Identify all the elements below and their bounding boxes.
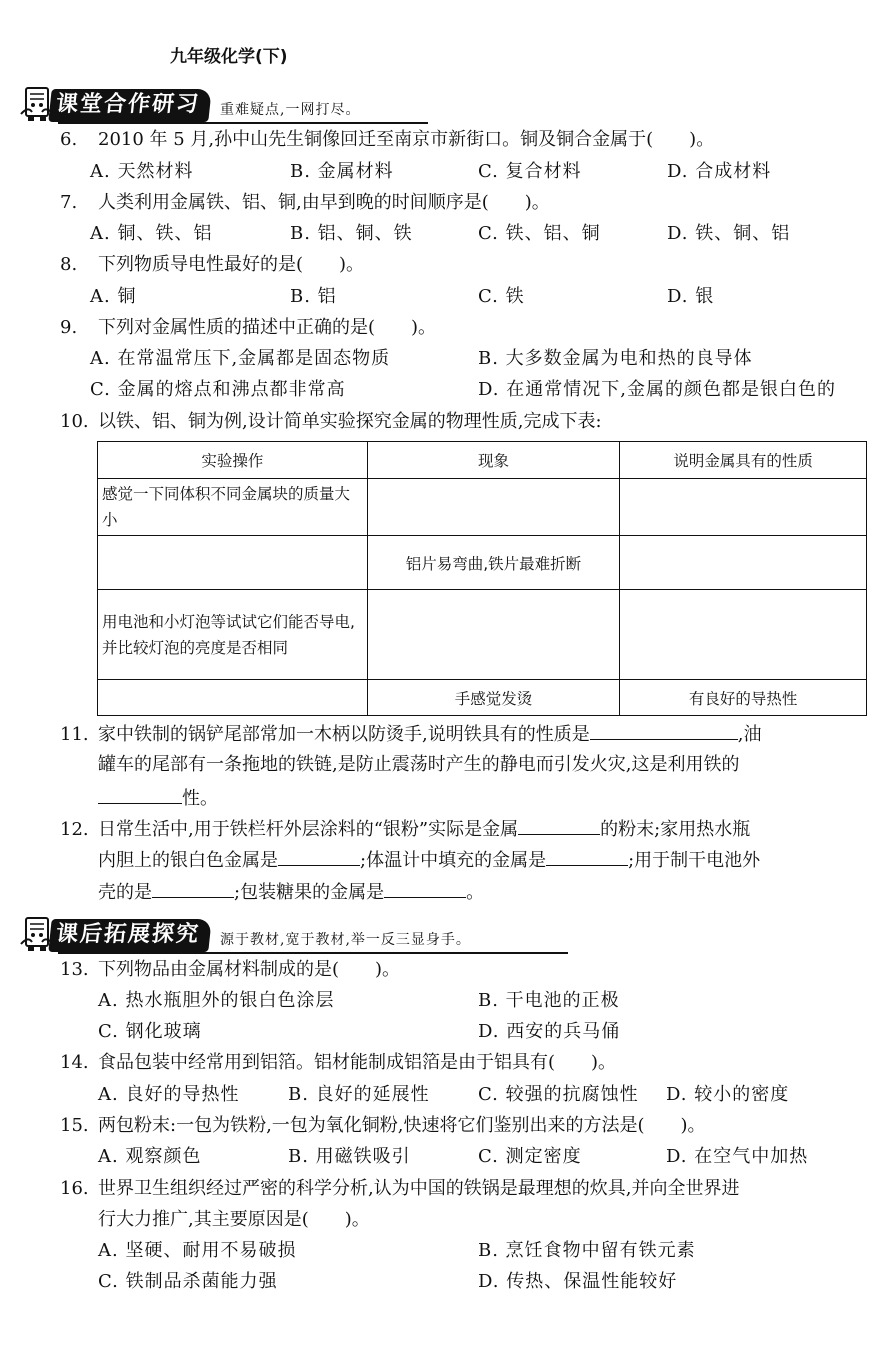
table-cell: 铝片易弯曲,铁片最难折断 (367, 536, 620, 590)
page-header-title: 九年级化学(下) (170, 47, 288, 67)
question-text: 。 (466, 882, 485, 903)
question-number: 10. (60, 411, 89, 432)
question-text: 行大力推广,其主要原因是( )。 (98, 1209, 370, 1230)
section-banner-classroom (18, 82, 360, 122)
question-text: 两包粉末:一包为铁粉,一包为氧化铜粉,快速将它们鉴别出来的方法是( )。 (98, 1115, 706, 1136)
section-subtitle: 源于教材,宽于教材,举一反三显身手。 (220, 932, 471, 948)
answer-blank[interactable] (590, 721, 738, 740)
option-d: D. 在空气中加热 (666, 1146, 809, 1167)
question-text: ;用于制干电池外 (628, 850, 761, 871)
answer-blank[interactable] (546, 847, 628, 866)
question-12-line3 (98, 879, 484, 905)
table-cell-blank[interactable] (98, 536, 368, 590)
question-number: 8. (60, 254, 78, 275)
question-14 (60, 1051, 616, 1075)
question-12 (60, 816, 750, 842)
question-text: 世界卫生组织经过严密的科学分析,认为中国的铁锅是最理想的炊具,并向全世界进 (98, 1178, 740, 1199)
option-c: C. 金属的熔点和沸点都非常高 (90, 379, 346, 400)
option-a: A. 天然材料 (90, 161, 194, 182)
question-number: 14. (60, 1052, 89, 1073)
option-a: A. 观察颜色 (98, 1146, 202, 1167)
answer-blank[interactable] (384, 879, 466, 898)
option-b: B. 金属材料 (290, 161, 394, 182)
option-a: A. 良好的导热性 (98, 1084, 240, 1105)
option-d: D. 较小的密度 (666, 1084, 790, 1105)
option-c: C. 较强的抗腐蚀性 (478, 1084, 639, 1105)
question-text: 壳的是 (98, 882, 152, 903)
table-row (98, 479, 867, 536)
question-text: 性。 (182, 788, 218, 809)
question-text: 下列物品由金属材料制成的是( )。 (98, 959, 401, 980)
question-13 (60, 958, 400, 982)
answer-blank[interactable] (152, 879, 234, 898)
table-cell: 用电池和小灯泡等试试它们能否导电,并比较灯泡的亮度是否相同 (98, 590, 368, 680)
option-c: C. 铁、铝、铜 (478, 223, 601, 244)
answer-blank[interactable] (98, 785, 182, 804)
table-cell-blank[interactable] (620, 590, 867, 680)
question-text: 内胆上的银白色金属是 (98, 850, 278, 871)
question-number: 9. (60, 317, 78, 338)
answer-blank[interactable] (518, 816, 600, 835)
question-text: 家中铁制的锅铲尾部常加一木柄以防烫手,说明铁具有的性质是 (98, 724, 590, 745)
table-cell: 感觉一下同体积不同金属块的质量大小 (98, 479, 368, 536)
question-number: 7. (60, 192, 78, 213)
question-9 (60, 316, 436, 340)
experiment-table (97, 441, 867, 716)
option-d: D. 铁、铜、铝 (667, 223, 791, 244)
question-number: 15. (60, 1115, 89, 1136)
question-text: ;体温计中填充的金属是 (360, 850, 547, 871)
table-cell-blank[interactable] (620, 536, 867, 590)
question-11-line3 (98, 785, 218, 811)
question-6 (60, 128, 714, 152)
section-underline (58, 122, 428, 124)
table-row (98, 590, 867, 680)
option-a: A. 坚硬、耐用不易破损 (98, 1240, 297, 1261)
table-header: 实验操作 (98, 442, 368, 479)
table-row (98, 680, 867, 716)
table-cell-blank[interactable] (620, 479, 867, 536)
table-row (98, 536, 867, 590)
question-number: 13. (60, 959, 89, 980)
table-cell-blank[interactable] (367, 479, 620, 536)
section-title: 课堂合作研习 (48, 89, 211, 122)
table-header: 说明金属具有的性质 (620, 442, 867, 479)
table-header-row (98, 442, 867, 479)
section-underline (58, 952, 568, 954)
option-c: C. 复合材料 (478, 161, 582, 182)
table-cell: 有良好的导热性 (620, 680, 867, 716)
question-text: 人类利用金属铁、铝、铜,由早到晚的时间顺序是( )。 (98, 192, 550, 213)
option-c: C. 铁 (478, 286, 525, 307)
question-text: 的粉末;家用热水瓶 (600, 819, 751, 840)
option-d: D. 银 (667, 286, 715, 307)
option-b: B. 铝 (290, 286, 337, 307)
option-a: A. 铜 (90, 286, 137, 307)
question-8 (60, 253, 364, 277)
option-b: B. 铝、铜、铁 (290, 223, 413, 244)
question-text: 以铁、铝、铜为例,设计简单实验探究金属的物理性质,完成下表: (98, 411, 602, 432)
question-number: 16. (60, 1178, 89, 1199)
option-c: C. 铁制品杀菌能力强 (98, 1271, 278, 1292)
question-text: 日常生活中,用于铁栏杆外层涂料的“银粉”实际是金属 (98, 819, 519, 840)
section-title: 课后拓展探究 (48, 919, 211, 952)
section-banner-homework (18, 912, 471, 952)
option-d: D. 在通常情况下,金属的颜色都是银白色的 (478, 379, 836, 400)
question-text: 下列物质导电性最好的是( )。 (98, 254, 365, 275)
question-15 (60, 1114, 706, 1138)
question-text: 2010 年 5 月,孙中山先生铜像回迁至南京市新街口。铜及铜合金属于( )。 (98, 129, 715, 150)
option-b: B. 良好的延展性 (288, 1084, 430, 1105)
option-d: D. 传热、保温性能较好 (478, 1271, 678, 1292)
question-text: ,油 (737, 724, 762, 745)
table-cell-blank[interactable] (98, 680, 368, 716)
question-text: 下列对金属性质的描述中正确的是( )。 (98, 317, 437, 338)
option-a: A. 在常温常压下,金属都是固态物质 (90, 348, 391, 369)
option-a: A. 热水瓶胆外的银白色涂层 (98, 990, 335, 1011)
option-c: C. 钢化玻璃 (98, 1021, 202, 1042)
section-subtitle: 重难疑点,一网打尽。 (220, 102, 361, 118)
option-a: A. 铜、铁、铝 (90, 223, 213, 244)
question-number: 11. (60, 724, 89, 745)
answer-blank[interactable] (278, 847, 360, 866)
option-b: B. 用磁铁吸引 (288, 1146, 411, 1167)
question-number: 6. (60, 129, 78, 150)
question-11 (60, 721, 761, 747)
question-text: ;包装糖果的金属是 (234, 882, 385, 903)
table-header: 现象 (367, 442, 620, 479)
option-d: D. 西安的兵马俑 (478, 1021, 621, 1042)
question-number: 12. (60, 819, 89, 840)
option-b: B. 大多数金属为电和热的良导体 (478, 348, 753, 369)
table-cell-blank[interactable] (367, 590, 620, 680)
option-c: C. 测定密度 (478, 1146, 582, 1167)
question-16 (60, 1177, 739, 1201)
option-b: B. 干电池的正极 (478, 990, 620, 1011)
option-d: D. 合成材料 (667, 161, 772, 182)
question-12-line2 (98, 847, 760, 873)
question-10 (60, 410, 602, 434)
question-text: 食品包装中经常用到铝箔。铝材能制成铝箔是由于铝具有( )。 (98, 1052, 617, 1073)
question-7 (60, 191, 550, 215)
table-cell: 手感觉发烫 (367, 680, 620, 716)
option-b: B. 烹饪食物中留有铁元素 (478, 1240, 696, 1261)
question-text: 罐车的尾部有一条拖地的铁链,是防止震荡时产生的静电而引发火灾,这是利用铁的 (98, 754, 740, 775)
